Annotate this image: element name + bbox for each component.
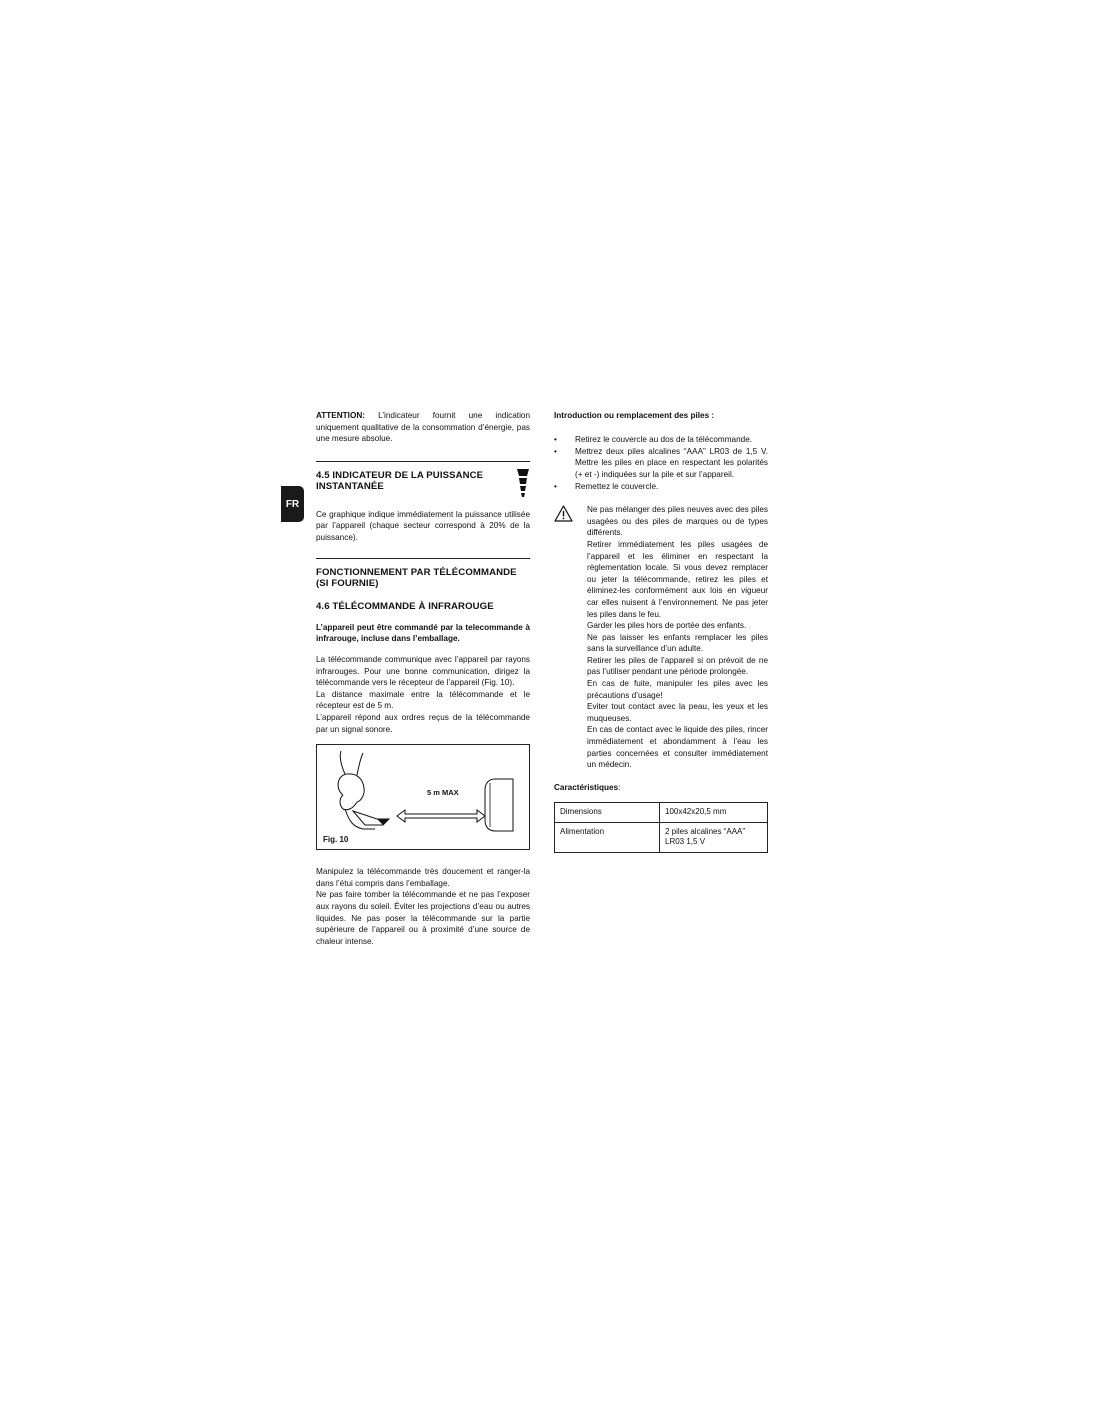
section-4-6-intro: L’appareil peut être commandé par la telecommande à infrarouge, incluse dans l’emballage. [316,622,530,643]
warning-triangle-icon [554,505,573,522]
section-4-6-paragraph: La télécommande communique avec l’appareil par rayons infrarouges. Pour une bonne communication, dirigez la télécommande vers le récepteur de l’appareil (Fig. 10). [316,654,530,688]
battery-warnings [554,504,768,771]
attention-label: ATTENTION: [316,411,365,420]
attention-note [316,410,530,445]
section-4-6-paragraph: La distance maximale entre la télécommande et le récepteur est de 5 m. [316,689,530,711]
warning-text: Retirer immédiatement les piles usagées de l’appareil et les éliminer en respectant la règlementation locale. Si vous devez remplacer ou jeter la télécommande, retirez les piles et éliminez-les conformément aux lois en vigueur car elles nuisent à l’environnement. Ne pas jeter les piles dans le feu. [587,539,768,619]
warning-text: Ne pas mélanger des piles neuves avec des piles usagées ou des piles de marques ou de types différents. [587,505,768,538]
warning-text: Garder les piles hors de portée des enfants. [587,621,747,631]
specs-heading: Caractéristiques [554,782,619,792]
list-item-text: Retirez le couvercle au dos de la télécommande. [575,435,753,445]
section-divider [316,461,530,462]
specifications-table [554,802,768,853]
figure-caption: Fig. 10 [323,835,349,845]
section-divider [316,558,530,559]
left-column [316,409,530,947]
remote-range-illustration [317,745,529,849]
warning-text: En cas de contact avec le liquide des piles, rincer immédiatement et abondamment à l’eau les parties concernées et consulter immédiatement un médecin. [587,725,768,770]
handling-paragraph: Ne pas faire tomber la télécommande et ne pas l’exposer aux rayons du soleil. Éviter les projections d’eau ou autres liquides. Ne pas poser la télécommande sur la partie supérieure de l’appareil ou à proximité d’une source de chaleur intense. [316,890,530,946]
warning-text: Eviter tout contact avec la peau, les yeux et les muqueuses. [587,702,768,723]
warning-text: Retirer les piles de l’appareil si on prévoit de ne pas l’utiliser pendant une période prolongée. [587,655,768,677]
warning-text: Ne pas laisser les enfants remplacer les piles sans la surveillance d’un adulte. [587,632,768,654]
figure-10 [316,744,530,850]
table-row [555,803,768,823]
battery-steps-list [554,434,768,492]
attention-text: L’indicateur fournit une indication uniquement qualitative de la consommation d’énergie, pas une mesure absolue. [316,411,530,444]
section-4-5-header [316,470,530,492]
warning-text: En cas de fuite, manipuler les piles avec les précautions d’usage! [587,679,768,700]
list-item [554,446,768,481]
spec-value: 2 piles alcalines “AAA” LR03 1,5 V [660,822,768,852]
section-4-6-title: 4.6 TÉLÉCOMMANDE À INFRAROUGE [316,600,494,612]
right-column [554,409,768,853]
distance-label: 5 m MAX [427,788,459,798]
list-item [554,434,768,446]
language-tab: FR [281,486,304,522]
power-indicator-icon [516,468,530,498]
section-4-6-paragraph: L’appareil répond aux ordres reçus de la télécommande par un signal sonore. [316,712,530,734]
bullet: • [554,481,557,491]
list-item-text: Remettez le couvercle. [575,481,659,491]
specs-heading-line [554,782,768,794]
section-4-5-text: Ce graphique indique immédiatement la puissance utilisée par l’appareil (chaque secteur correspond à 20% de la puissance). [316,509,530,542]
batteries-heading: Introduction ou remplacement des piles : [554,411,715,420]
table-row [555,822,768,852]
bullet: • [554,446,557,456]
list-item [554,481,768,493]
specs-heading-colon: : [618,782,621,792]
list-item-text: Mettrez deux piles alcalines “AAA” LR03 de 1,5 V. Mettre les piles en place en respectant les polarités (+ et -) indiquées sur la pile et sur l’appareil. [575,446,768,479]
remote-operation-heading: FONCTIONNEMENT PAR TÉLÉCOMMANDE (SI FOURNIE) [316,566,517,589]
bullet: • [554,435,557,445]
spec-label: Dimensions [555,803,660,823]
spec-label: Alimentation [555,822,660,852]
handling-paragraph: Manipulez la télécommande très doucement et ranger-la dans l’étui compris dans l’emballage. [316,867,530,888]
section-4-5-title: 4.5 INDICATEUR DE LA PUISSANCE INSTANTANÉE [316,469,484,492]
spec-value: 100x42x20,5 mm [660,803,768,823]
